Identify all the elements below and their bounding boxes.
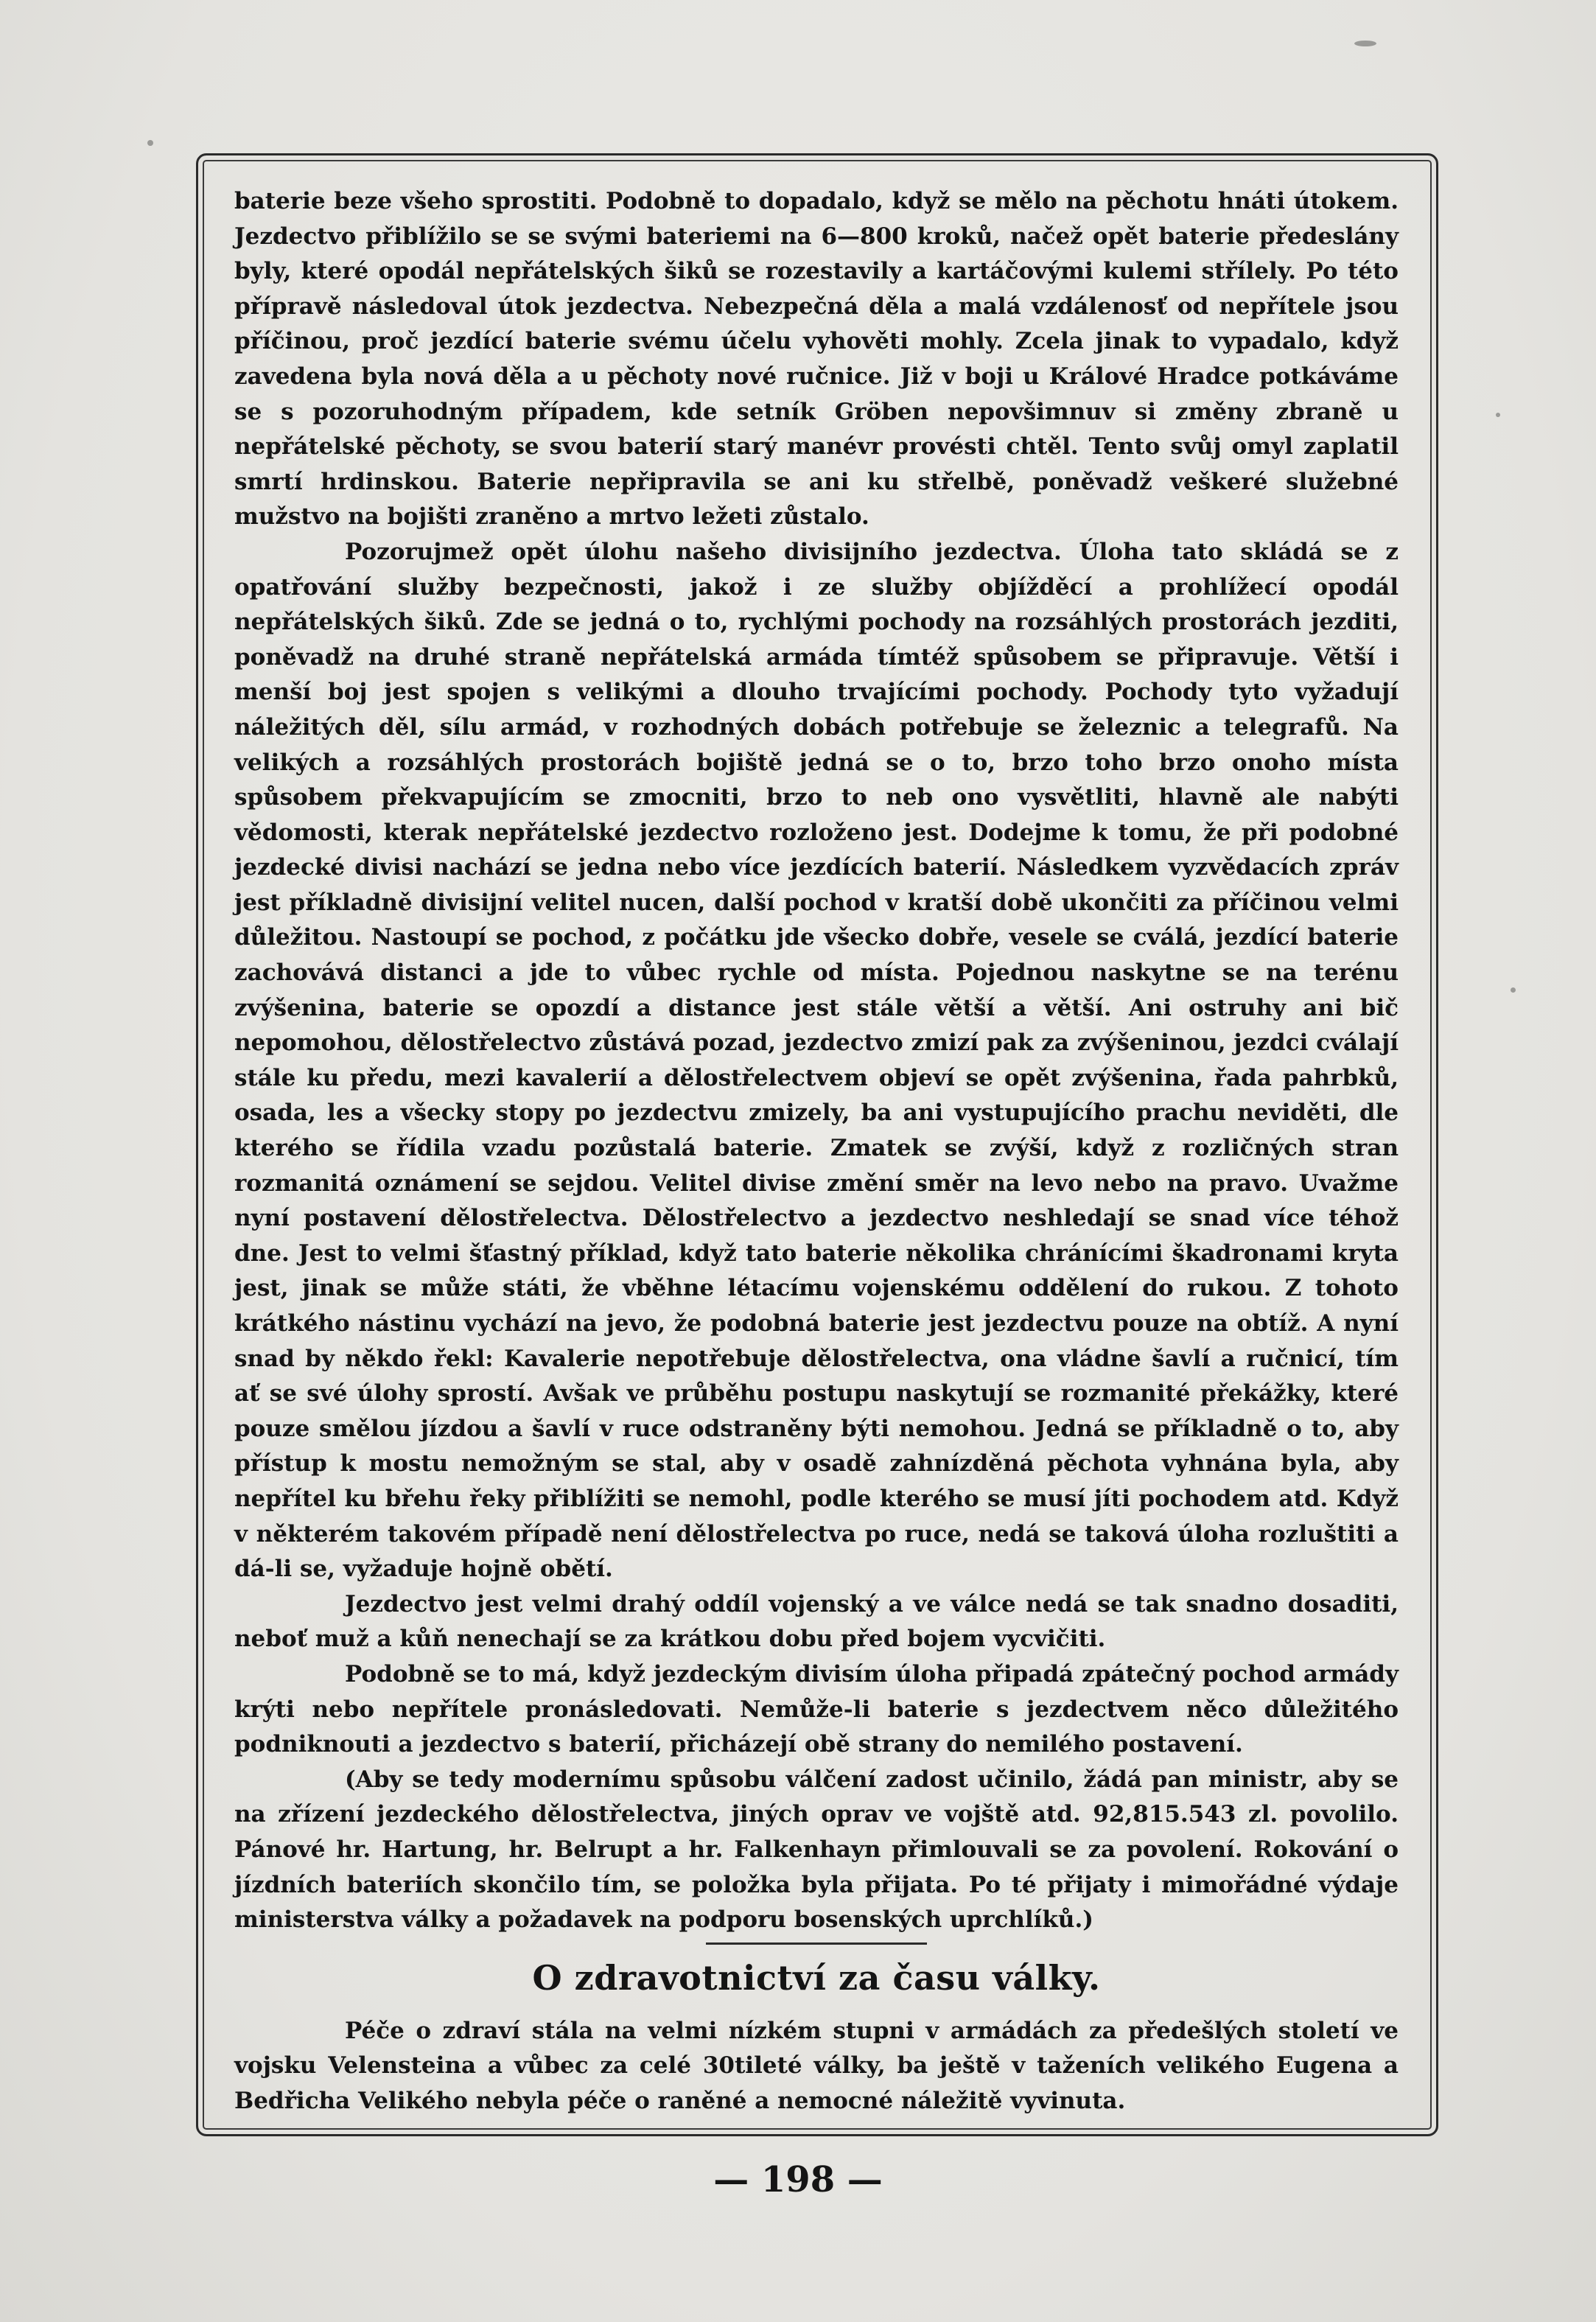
scan-speck: [1354, 41, 1376, 46]
section-separator-rule: [706, 1942, 927, 1945]
paragraph-minister-request: (Aby se tedy modernímu spůsobu válčení zadost učinilo, žádá pan ministr, aby se na zřízení jezdeckého dělostřelectva, jiných oprav ve vojště atd. 92,815.543 zl. povolilo. Pánové hr. Hartung, hr. Belrupt a hr. Falkenhayn přimlouvali se za povolení. Rokování o jízdních bateriích skončilo tím, se položka byla přijata. Po té přijaty i mimořádné výdaje ministerstva války a požadavek na podporu bosenských uprchlíků.): [234, 1766, 1399, 1934]
scan-speck: [1496, 413, 1500, 417]
scan-speck: [1511, 987, 1516, 993]
page-number: — 198 —: [713, 2159, 883, 2200]
section-paragraph: Péče o zdraví stála na velmi nízkém stupni v armádách za předešlých století ve vojsku Velensteina a vůbec za celé 30tileté války, ba ještě v taženích velikého Eugena a Bedřicha Velikého nebyla péče o raněné a nemocné náležitě vyvinuta.: [234, 2017, 1399, 2114]
paragraph-continuation: baterie beze všeho sprostiti. Podobně to dopadalo, když se mělo na pěchotu hnáti útokem. Jezdectvo přiblížilo se se svými bateriemi na 6—800 kroků, načež opět baterie předeslány byly, které opodál nepřátelských šiků se rozestavily a kartáčovými kulemi střílely. Po této přípravě následoval útok jezdectva. Nebezpečná děla a malá vzdálenosť od nepřítele jsou příčinou, proč jezdící baterie svému účelu vyhověti mohly. Zcela jinak to vypadalo, když zavedena byla nová děla a u pěchoty nové ručnice. Již v boji u Králové Hradce potkáváme se s pozoruhodným případem, kde setník Gröben nepovšimnuv si změny zbraně u nepřátelské pěchoty, se svou baterií starý manévr provésti chtěl. Tento svůj omyl zaplatil smrtí hrdinskou. Baterie nepřipravila se ani ku střelbě, poněvadž veškeré služebné mužstvo na bojišti zraněno a mrtvo ležeti zůstalo.: [234, 188, 1399, 531]
paragraph-divisional-cavalry: Pozorujmež opět úlohu našeho divisijního jezdectva. Úloha tato skládá se z opatřování služby bezpečnosti, jakož i ze služby objížděcí a prohlížecí opodál nepřátelských šiků. Zde se jedná o to, rychlými pochody na rozsáhlých prostorách jezditi, poněvadž na druhé straně nepřátelská armáda tímtéž spůsobem se připravuje. Větší i menší boj jest spojen s velikými a dlouho trvajícími pochody. Pochody tyto vyžadují náležitých děl, sílu armád, v rozhodných dobách potřebuje se železnic a telegrafů. Na velikých a rozsáhlých prostorách bojiště jedná se o to, brzo toho brzo onoho místa spůsobem překvapujícím se zmocniti, brzo to neb ono vysvětliti, hlavně ale nabýti vědomosti, kterak nepřátelské jezdectvo rozloženo jest. Dodejme k tomu, že při podobné jezdecké divisi nachází se jedna nebo více jezdících baterií. Následkem vyzvědacích zpráv jest příkladně divisijní velitel nucen, další pochod v kratší době ukončiti za příčinou velmi důležitou. Nastoupí se pochod, z počátku jde všecko dobře, vesele se cválá, jezdící baterie zachovává distanci a jde to vůbec rychle od místa. Pojednou naskytne se na terénu zvýšenina, baterie se opozdí a distance jest stále větší a větší. Ani ostruhy ani bič nepomohou, dělostřelectvo zůstává pozad, jezdectvo zmizí pak za zvýšeninou, jezdci cválají stále ku předu, mezi kavalerií a dělostřelectvem objeví se opět zvýšenina, řada pahrbků, osada, les a všecky stopy po jezdectvu zmizely, ba ani vystupujícího prachu neviděti, dle kterého se řídila vzadu pozůstalá baterie. Zmatek se zvýší, když z rozličných stran rozmanitá oznámení se sejdou. Velitel divise změní směr na levo nebo na pravo. Uvažme nyní postavení dělostřelectva. Dělostřelectvo a jezdectvo neshledají se snad více téhož dne. Jest to velmi šťastný příklad, když tato baterie několika chránícími škadronami kryta jest, jinak se může státi, že vběhne létacímu vojenskému oddělení do rukou. Z tohoto krátkého nástinu vychází na jevo, že podobná baterie jest jezdectvu pouze na obtíž. A nyní snad by někdo řekl: Kavalerie nepotřebuje dělostřelectva, ona vládne šavlí a ručnicí, tím ať se své úlohy sprostí. Avšak ve průběhu postupu naskytují se rozmanité překážky, které pouze smělou jízdou a šavlí v ruce odstraněny býti nemohou. Jedná se příkladně o to, aby přístup k mostu nemožným se stal, aby v osadě zahnízděná pěchota vyhnána byla, aby nepřítel ku břehu řeky přiblížiti se nemohl, podle kterého se musí jíti pochodem atd. Když v některém takovém případě není dělostřelectva po ruce, nedá se taková úloha rozluštiti a dá-li se, vyžaduje hojně obětí.: [234, 538, 1399, 1583]
scan-speck: [147, 140, 153, 146]
paragraph-cavalry-cost: Jezdectvo jest velmi drahý oddíl vojenský a ve válce nedá se tak snadno dosaditi, neboť muž a kůň nenechají se za krátkou dobu před bojem vycvičiti.: [234, 1590, 1399, 1653]
page-content: [234, 184, 1399, 2119]
section-heading: O zdravotnictví za času války.: [532, 1957, 1101, 1998]
paragraph-retreat-cover: Podobně se to má, když jezdeckým divisím úloha připadá zpátečný pochod armády krýti nebo nepřítele pronásledovati. Nemůže-li baterie s jezdectvem něco důležitého podniknouti a jezdectvo s baterií, přicházejí obě strany do nemilého postavení.: [234, 1660, 1399, 1758]
